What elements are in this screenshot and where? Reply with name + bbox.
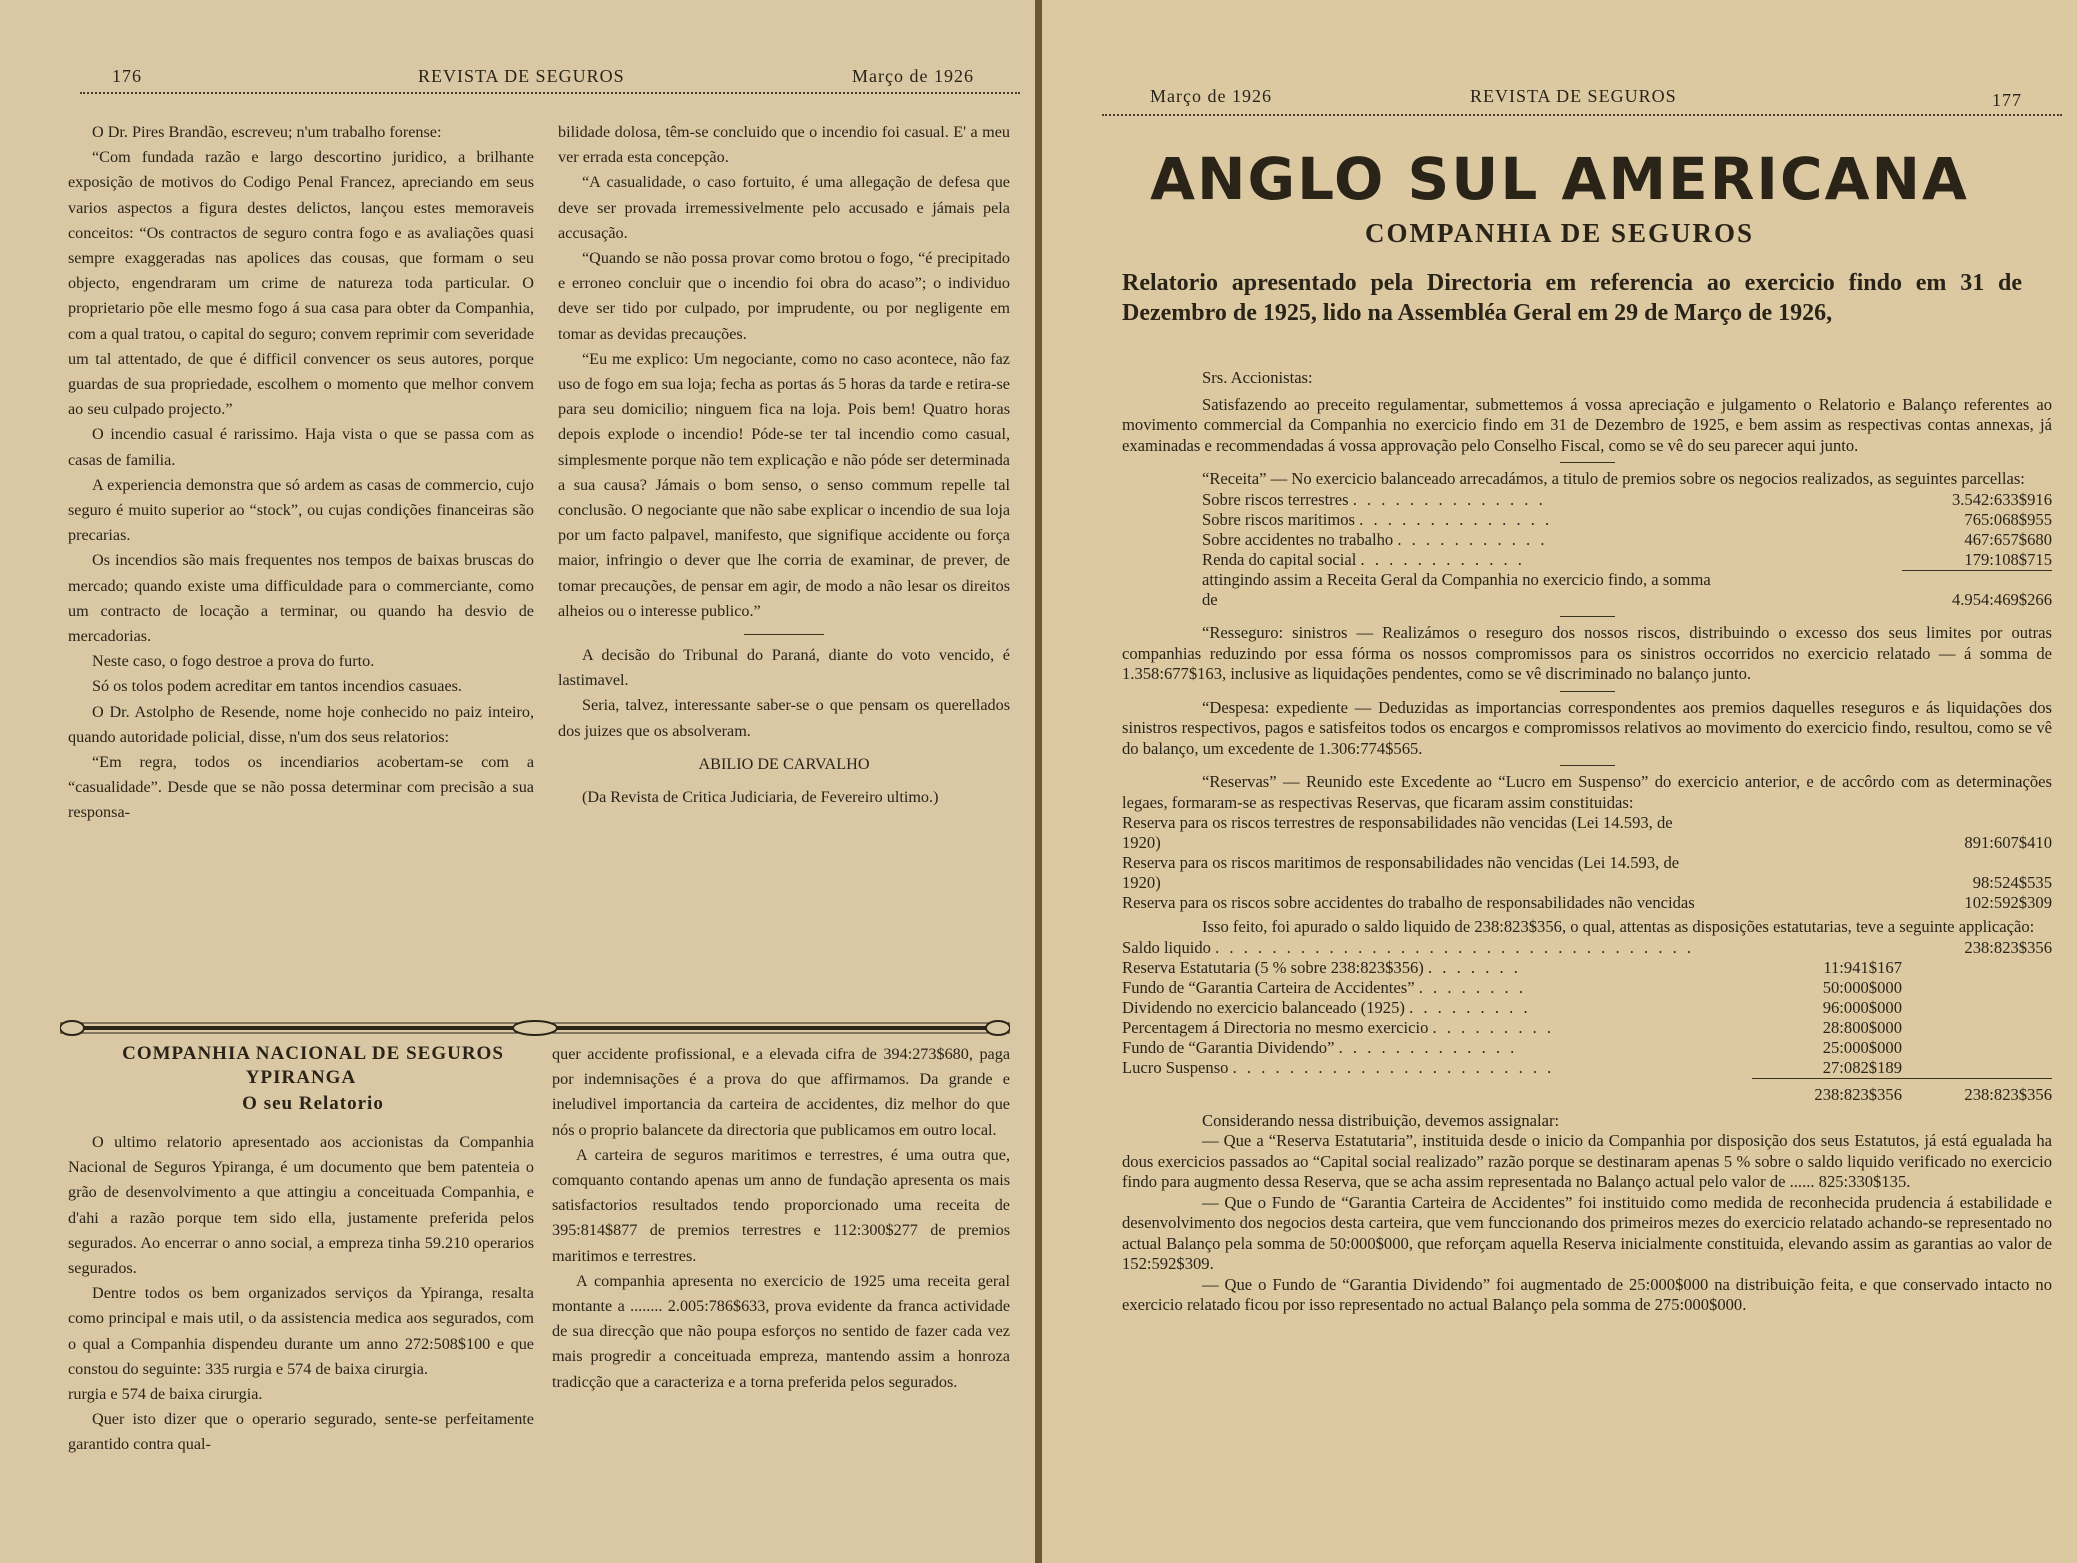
paragraph: A decisão do Tribunal do Paraná, diante do voto vencido, é lastimavel.	[558, 646, 1010, 690]
paragraph: Dentre todos os bem organizados serviços da Ypiranga, resalta como principal e mais util, o da assistencia medica aos segurados, com o qual a Companhia dispendeu durante um anno 272:508$100 e que constou do seguinte: 335 rurgia e 574 de baixa cirurgia.	[68, 1284, 534, 1378]
running-date: Março de 1926	[852, 66, 974, 86]
paragraph: “Com fundada razão e largo descortino juridico, a brilhante exposição de motivos do Codigo Penal Francez, apreciando em seus varios aspectos a figura destes delictos, lançou estes memoraveis conceitos: “Os contractos de seguro contra fogo e as avaliações quasi sempre exaggeradas nas apolices das cousas, que formam o seu objecto, engendraram um crime de natureza toda particular. O proprietario põe elle mesmo fogo á sua casa para obter da Companhia, com a qual tratou, o capital do seguro; convem reprimir com severidade um tal attentado, de que é difficil convencer os seus autores, porque guardas de sua propriedade, escolhem o momento que melhor convem ao seu culpado projecto.”	[68, 148, 534, 419]
table-row: Dividendo no exercicio balanceado (1925) . . . . . . . . . 96:000$000	[1122, 997, 1902, 1017]
table-row	[1122, 853, 2052, 893]
table-row: Reserva Estatutaria (5 % sobre 238:823$356) . . . . . . . 11:941$167	[1122, 957, 1902, 977]
section-title: COMPANHIA NACIONAL DE SEGUROS YPIRANGA	[122, 1043, 504, 1088]
salutation: Srs. Accionistas:	[1202, 368, 1313, 387]
row-label: Reserva para os riscos sobre accidentes do trabalho de responsabilidades não vencidas	[1122, 893, 1695, 912]
book-gutter	[1035, 0, 1042, 1563]
paragraph: Satisfazendo ao preceito regulamentar, submettemos á vossa apreciação e julgamento o Relatorio e Balanço referentes ao movimento commercial da Companhia no exercicio findo em 31 de Dezembro de 1925, e bem assim as respectivas contas annexas, já examinadas e recommendadas á vossa approvação pelo Conselho Fiscal, como se vê do seu parecer aqui junto.	[1122, 394, 2052, 455]
row-label: Fundo de “Garantia Dividendo”	[1122, 1037, 1335, 1057]
running-date: Março de 1926	[1150, 86, 1272, 106]
paragraph: Só os tolos podem acreditar em tantos incendios casuaes.	[92, 677, 462, 696]
row-label: Lucro Suspenso	[1122, 1058, 1229, 1077]
paragraph: Seria, talvez, interessante saber-se o que pensam os querellados dos juizes que os absolveram.	[558, 696, 1010, 740]
table-row: Sobre riscos terrestres . . . . . . . . . . . . . . 3.542:633$916	[1202, 489, 2052, 509]
paragraph: A experiencia demonstra que só ardem as casas de commercio, cujo seguro é muito superior ao “stock”, ou cujas condições financeiras são precarias.	[68, 475, 534, 545]
table-row: Saldo liquido . . . . . . . . . . . . . . . . . . . . . . . . . . . . . . . . . . 238:823$356	[1122, 937, 2052, 957]
table-row	[1122, 893, 2052, 913]
paragraph: “Despesa: expediente — Deduzidas as importancias correspondentes aos premios daquelles reseguros e ás liquidações dos sinistros respectivos, pagos e satisfeitos todos os encargos e compromissos relativos ao movimento do exercicio findo, resultou, como se vê do balanço, um excedente de 1.306:774$565.	[1122, 697, 2052, 758]
row-label: Reserva para os riscos terrestres de responsabilidades não vencidas (Lei 14.593, de 1920)	[1122, 813, 1673, 852]
row-value: 238:823$356	[1752, 1078, 1902, 1105]
paragraph: O incendio casual é rarissimo. Haja vista o que se passa com as casas de familia.	[68, 425, 534, 469]
row-value: 11:941$167	[1823, 957, 1902, 977]
paragraph: Os incendios são mais frequentes nos tempos de baixas bruscas do mercado; quando existe uma difficuldade para o commerciante, como um contracto de locação a terminar, ou quando ha desvio de mercadorias.	[68, 551, 534, 646]
table-row: Sobre riscos maritimos . . . . . . . . . . . . . . 765:068$955	[1202, 509, 2052, 529]
table-row: Lucro Suspenso . . . . . . . . . . . . . . . . . . . . . . . 27:082$189	[1122, 1057, 1902, 1077]
row-label: Reserva Estatutaria (5 % sobre 238:823$356)	[1122, 957, 1424, 977]
row-value: 96:000$000	[1822, 997, 1902, 1017]
paragraph: Neste caso, o fogo destroe a prova do furto.	[92, 652, 375, 671]
row-label: Reserva para os riscos maritimos de responsabilidades não vencidas (Lei 14.593, de 1920)	[1122, 853, 1680, 892]
paragraph: “Quando se não possa provar como brotou o fogo, “é precipitado e erroneo concluir que o incendio foi obra do acaso”; o individuo deve ser tido por culpado, por imprudente, ou por negligente em tomar as devidas precauções.	[558, 249, 1010, 343]
row-value: 765:068$955	[1964, 509, 2052, 529]
separator	[1560, 691, 1615, 692]
paragraph: Considerando nessa distribuição, devemos assignalar:	[1202, 1110, 1560, 1130]
separator	[1560, 765, 1615, 766]
company-subtitle: COMPANHIA DE SEGUROS	[1364, 218, 1755, 248]
report-body	[1122, 368, 2052, 1316]
paragraph: “Reservas” — Reunido este Excedente ao “Lucro em Suspenso” do exercicio anterior, e de accôrdo com as determinações legaes, formaram-se as respectivas Reservas, que ficaram assim constituidas:	[1122, 772, 2052, 812]
page-number: 176	[112, 66, 142, 86]
article-column-2	[558, 120, 1010, 810]
paragraph: “Em regra, todos os incendiarios acobertam-se com a “casualidade”. Desde que se não possa determinar com precisão a sua responsa-	[68, 753, 534, 822]
paragraph: O Dr. Astolpho de Resende, nome hoje conhecido no paiz inteiro, quando autoridade policial, disse, n'um dos seus relatorios:	[68, 702, 534, 746]
row-value: 28:800$000	[1822, 1017, 1902, 1037]
separator	[1560, 616, 1615, 617]
page-number: 177	[1992, 90, 2022, 110]
paragraph: “A casualidade, o caso fortuito, é uma allegação de defesa que deve ser provada irremessivelmente pelo accusado e jámais pela accusação.	[558, 173, 1010, 242]
row-value: 25:000$000	[1822, 1037, 1902, 1057]
reservas-table	[1122, 813, 2052, 913]
separator	[744, 634, 824, 635]
paragraph: Quer isto dizer que o operario segurado, sente-se perfeitamente garantido contra qual-	[68, 1410, 534, 1454]
running-title: REVISTA DE SEGUROS	[418, 66, 625, 86]
table-row: Sobre accidentes no trabalho . . . . . . . . . . . 467:657$680	[1202, 529, 2052, 549]
company-title: ANGLO SUL AMERICANA	[1150, 145, 1969, 213]
row-value: 98:524$535	[1972, 873, 2052, 892]
row-value: 50:000$000	[1822, 977, 1902, 997]
row-value: 238:823$356	[1964, 937, 2052, 957]
header-rule	[80, 92, 1020, 94]
row-value: 179:108$715	[1964, 549, 2052, 569]
report-intro: Relatorio apresentado pela Directoria em referencia ao exercicio findo em 31 de Dezembro de 1925, lido na Assembléa Geral em 29 de Março de 1926,	[1122, 270, 2022, 326]
row-label: attingindo assim a Receita Geral da Companhia no exercicio findo, a somma de	[1202, 570, 1711, 609]
section-subtitle: O seu Relatorio	[242, 1093, 384, 1114]
paragraph: A carteira de seguros maritimos e terrestres, é uma outra que, comquanto contando apenas um anno de fundação apresenta os mais satisfactorios resultados tendo proporcionado uma receita de 395:814$877 de premios terrestres e 112:300$277 de premios maritimos e terrestres.	[552, 1145, 1010, 1265]
paragraph: quer accidente profissional, e a elevada cifra de 394:273$680, paga por indemnisações é a prova do que affirmamos. Da grande e ineludivel importancia da carteira de accidentes, diz melhor do que nós o proprio balancete da directoria que publicamos em outro local.	[552, 1045, 1010, 1139]
row-label: Fundo de “Garantia Carteira de Accidentes”	[1122, 977, 1415, 997]
header-rule	[1102, 114, 2062, 116]
ornamental-divider	[60, 1020, 1010, 1036]
distribution-table	[1122, 938, 2052, 1105]
row-label: Dividendo no exercicio balanceado (1925)	[1122, 997, 1405, 1017]
paragraph: “Eu me explico: Um negociante, como no caso acontece, não faz uso de fogo em sua loja; fecha as portas ás 5 horas da tarde e retira-se para seu domicilio; ninguem fica na loja. Pois bem! Quatro horas depois explode o incendio! Póde-se ter tal incendio como casual, simplesmente porque não tem explicação e não póde ser determinada a sua causa? Jámais o bom senso, o senso commum repelle tal conclusão. O negociante que não sabe explicar o incendio de sua loja por um facto palpavel, manifesto, que signifique accidente ou força maior, infringio o dever que lhe corria de examinar, de prever, de tomar precauções, de pensar em agir, de modo a não lesar os direitos alheios ou o interesse publico.”	[558, 349, 1010, 620]
row-label: Saldo liquido	[1122, 937, 1211, 957]
paragraph: Isso feito, foi apurado o saldo liquido de 238:823$356, o qual, attentas as disposições estatutarias, teve a seguinte applicação:	[1202, 917, 2035, 936]
left-page	[0, 0, 1035, 1563]
row-value: 102:592$309	[1964, 893, 2052, 912]
paragraph: O ultimo relatorio apresentado aos accionistas da Companhia Nacional de Seguros Ypiranga, é um documento que bem patenteia o grão de desenvolvimento a que attingiu a conceituada Companhia, e d'ahi a razão porque tem sido ella, justamente preferida pelos segurados. Ao encerrar o anno social, a empreza tinha 59.210 operarios segurados.	[68, 1133, 534, 1278]
row-label: Percentagem á Directoria no mesmo exercicio	[1122, 1017, 1429, 1037]
table-row: Fundo de “Garantia Dividendo” . . . . . . . . . . . . . 25:000$000	[1122, 1037, 1902, 1057]
article-column-1	[68, 120, 534, 826]
table-row	[1122, 813, 2052, 853]
table-row-total	[1122, 570, 2052, 610]
paragraph: A companhia apresenta no exercicio de 1925 uma receita geral montante a ........ 2.005:786$633, prova evidente da franca actividade de sua direcção que não poupa esforços no sentido de fazer cada vez mais progredir a conceituada empreza, mantendo assim a honroza tradicção que a caracteriza e a torna preferida pelos segurados.	[552, 1271, 1010, 1391]
row-value: 238:823$356	[1902, 1078, 2052, 1105]
paragraph: bilidade dolosa, têm-se concluido que o incendio foi casual. E' a meu ver errada esta concepção.	[558, 123, 1010, 167]
paragraph: rurgia e 574 de baixa cirurgia.	[68, 1385, 263, 1404]
separator	[1560, 462, 1615, 463]
row-label: Renda do capital social	[1202, 550, 1357, 569]
row-value: 891:607$410	[1964, 833, 2052, 852]
row-value: 4.954:469$266	[1902, 570, 2052, 610]
ypiranga-column-2	[552, 1042, 1010, 1395]
paragraph: “Resseguro: sinistros — Realizámos o reseguro dos nossos riscos, distribuindo o excesso dos seus limites por outras companhias reduzindo por essa fórma os nossos compromissos para os sinistros occorridos no exercicio relatado — á somma de 1.358:677$163, inclusive as liquidações pendentes, como se vê discriminado no balanço junto.	[1122, 623, 2052, 683]
row-label: Sobre accidentes no trabalho	[1202, 529, 1394, 549]
paragraph: — Que a “Reserva Estatutaria”, instituida desde o inicio da Companhia por disposição dos seus Estatutos, já está egualada ha dous exercicios passados ao “Capital social realizado” razão porque se destinaram apenas 5 % sobre o saldo liquido verificado no exercicio findo para augmento dessa Reserva, que se acha assim representada no Balanço actual pelo valor de ...... 825:330$135.	[1122, 1131, 2052, 1191]
table-row: Renda do capital social . . . . . . . . . . . . 179:108$715	[1202, 549, 2052, 569]
table-row-total	[1122, 1078, 2052, 1105]
source-note: (Da Revista de Critica Judiciaria, de Fevereiro ultimo.)	[582, 788, 939, 807]
table-row: Percentagem á Directoria no mesmo exercicio . . . . . . . . . 28:800$000	[1122, 1017, 1902, 1037]
row-value: 467:657$680	[1964, 529, 2052, 549]
ypiranga-column-1	[68, 1042, 534, 1458]
paragraph: O Dr. Pires Brandão, escreveu; n'um trabalho forense:	[92, 123, 442, 141]
table-row: Fundo de “Garantia Carteira de Accidentes” . . . . . . . . 50:000$000	[1122, 977, 1902, 997]
running-title: REVISTA DE SEGUROS	[1470, 86, 1677, 106]
paragraph: “Receita” — No exercicio balanceado arrecadámos, a titulo de premios sobre os negocios realizados, as seguintes parcellas:	[1202, 469, 2025, 488]
right-page	[1042, 0, 2077, 1563]
paragraph: — Que o Fundo de “Garantia Dividendo” foi augmentado de 25:000$000 na distribuição feita, e que conservado intacto no exercicio relatado ficou por isso representado no actual Balanço pela somma de 275:000$000.	[1122, 1274, 2052, 1314]
row-label: Sobre riscos maritimos	[1202, 509, 1356, 529]
receita-table	[1122, 490, 2052, 611]
signature: ABILIO DE CARVALHO	[698, 754, 870, 773]
paragraph: — Que o Fundo de “Garantia Carteira de Accidentes” foi instituido como medida de reconhecida prudencia á estabilidade e desenvolvimento dos negocios desta carteira, que vem funccionando dos primeiros mezes do exercicio relatado achando-se representado no actual Balanço pela somma de 50:000$000, que reforçam aquella Reserva inicialmente constituida, elevando assim as garantias ao valor de 152:592$309.	[1122, 1192, 2052, 1273]
row-value: 3.542:633$916	[1951, 489, 2052, 509]
row-value: 27:082$189	[1822, 1057, 1902, 1077]
row-label: Sobre riscos terrestres	[1202, 489, 1349, 509]
